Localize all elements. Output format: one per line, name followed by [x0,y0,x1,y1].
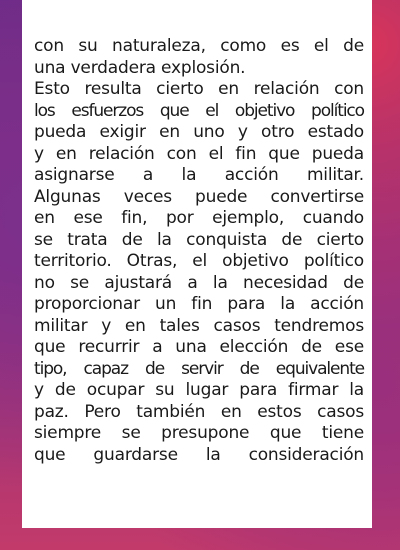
text-line-19: siempre se presupone que tiene [34,423,364,443]
text-line-13: proporcionar un fin para la acción [34,294,364,314]
text-line-15: que recurrir a una elección de ese [34,337,364,357]
text-line-3: Esto resulta cierto en relación con [34,79,364,99]
text-line-10: se trata de la conquista de cierto [34,229,364,250]
text-line-2: una verdadera explosión. [34,57,246,78]
text-line-6: y en relación con el fin que pueda [34,143,364,164]
text-line-4: los esfuerzos que el objetivo político [34,100,364,121]
text-line-14: militar y en tales casos tendremos [34,315,364,336]
text-line-5: pueda exigir en uno y otro estado [34,122,364,142]
text-line-7: asignarse a la acción militar. [34,165,364,185]
text-line-17: y de ocupar su lugar para firmar la [34,380,364,400]
text-line-1: con su naturaleza, como es el de [34,36,364,56]
text-line-18: paz. Pero también en estos casos [34,401,364,422]
text-line-20: que guardarse la consideración [34,444,364,465]
text-line-11: territorio. Otras, el objetivo político [34,251,364,271]
text-line-8: Algunas veces puede convertirse [34,186,364,207]
text-line-9: en ese fin, por ejemplo, cuando [34,208,364,228]
text-page [22,0,372,528]
text-line-12: no se ajustará a la necesidad de [34,272,364,293]
text-line-16: tipo, capaz de servir de equivalente [34,358,364,379]
